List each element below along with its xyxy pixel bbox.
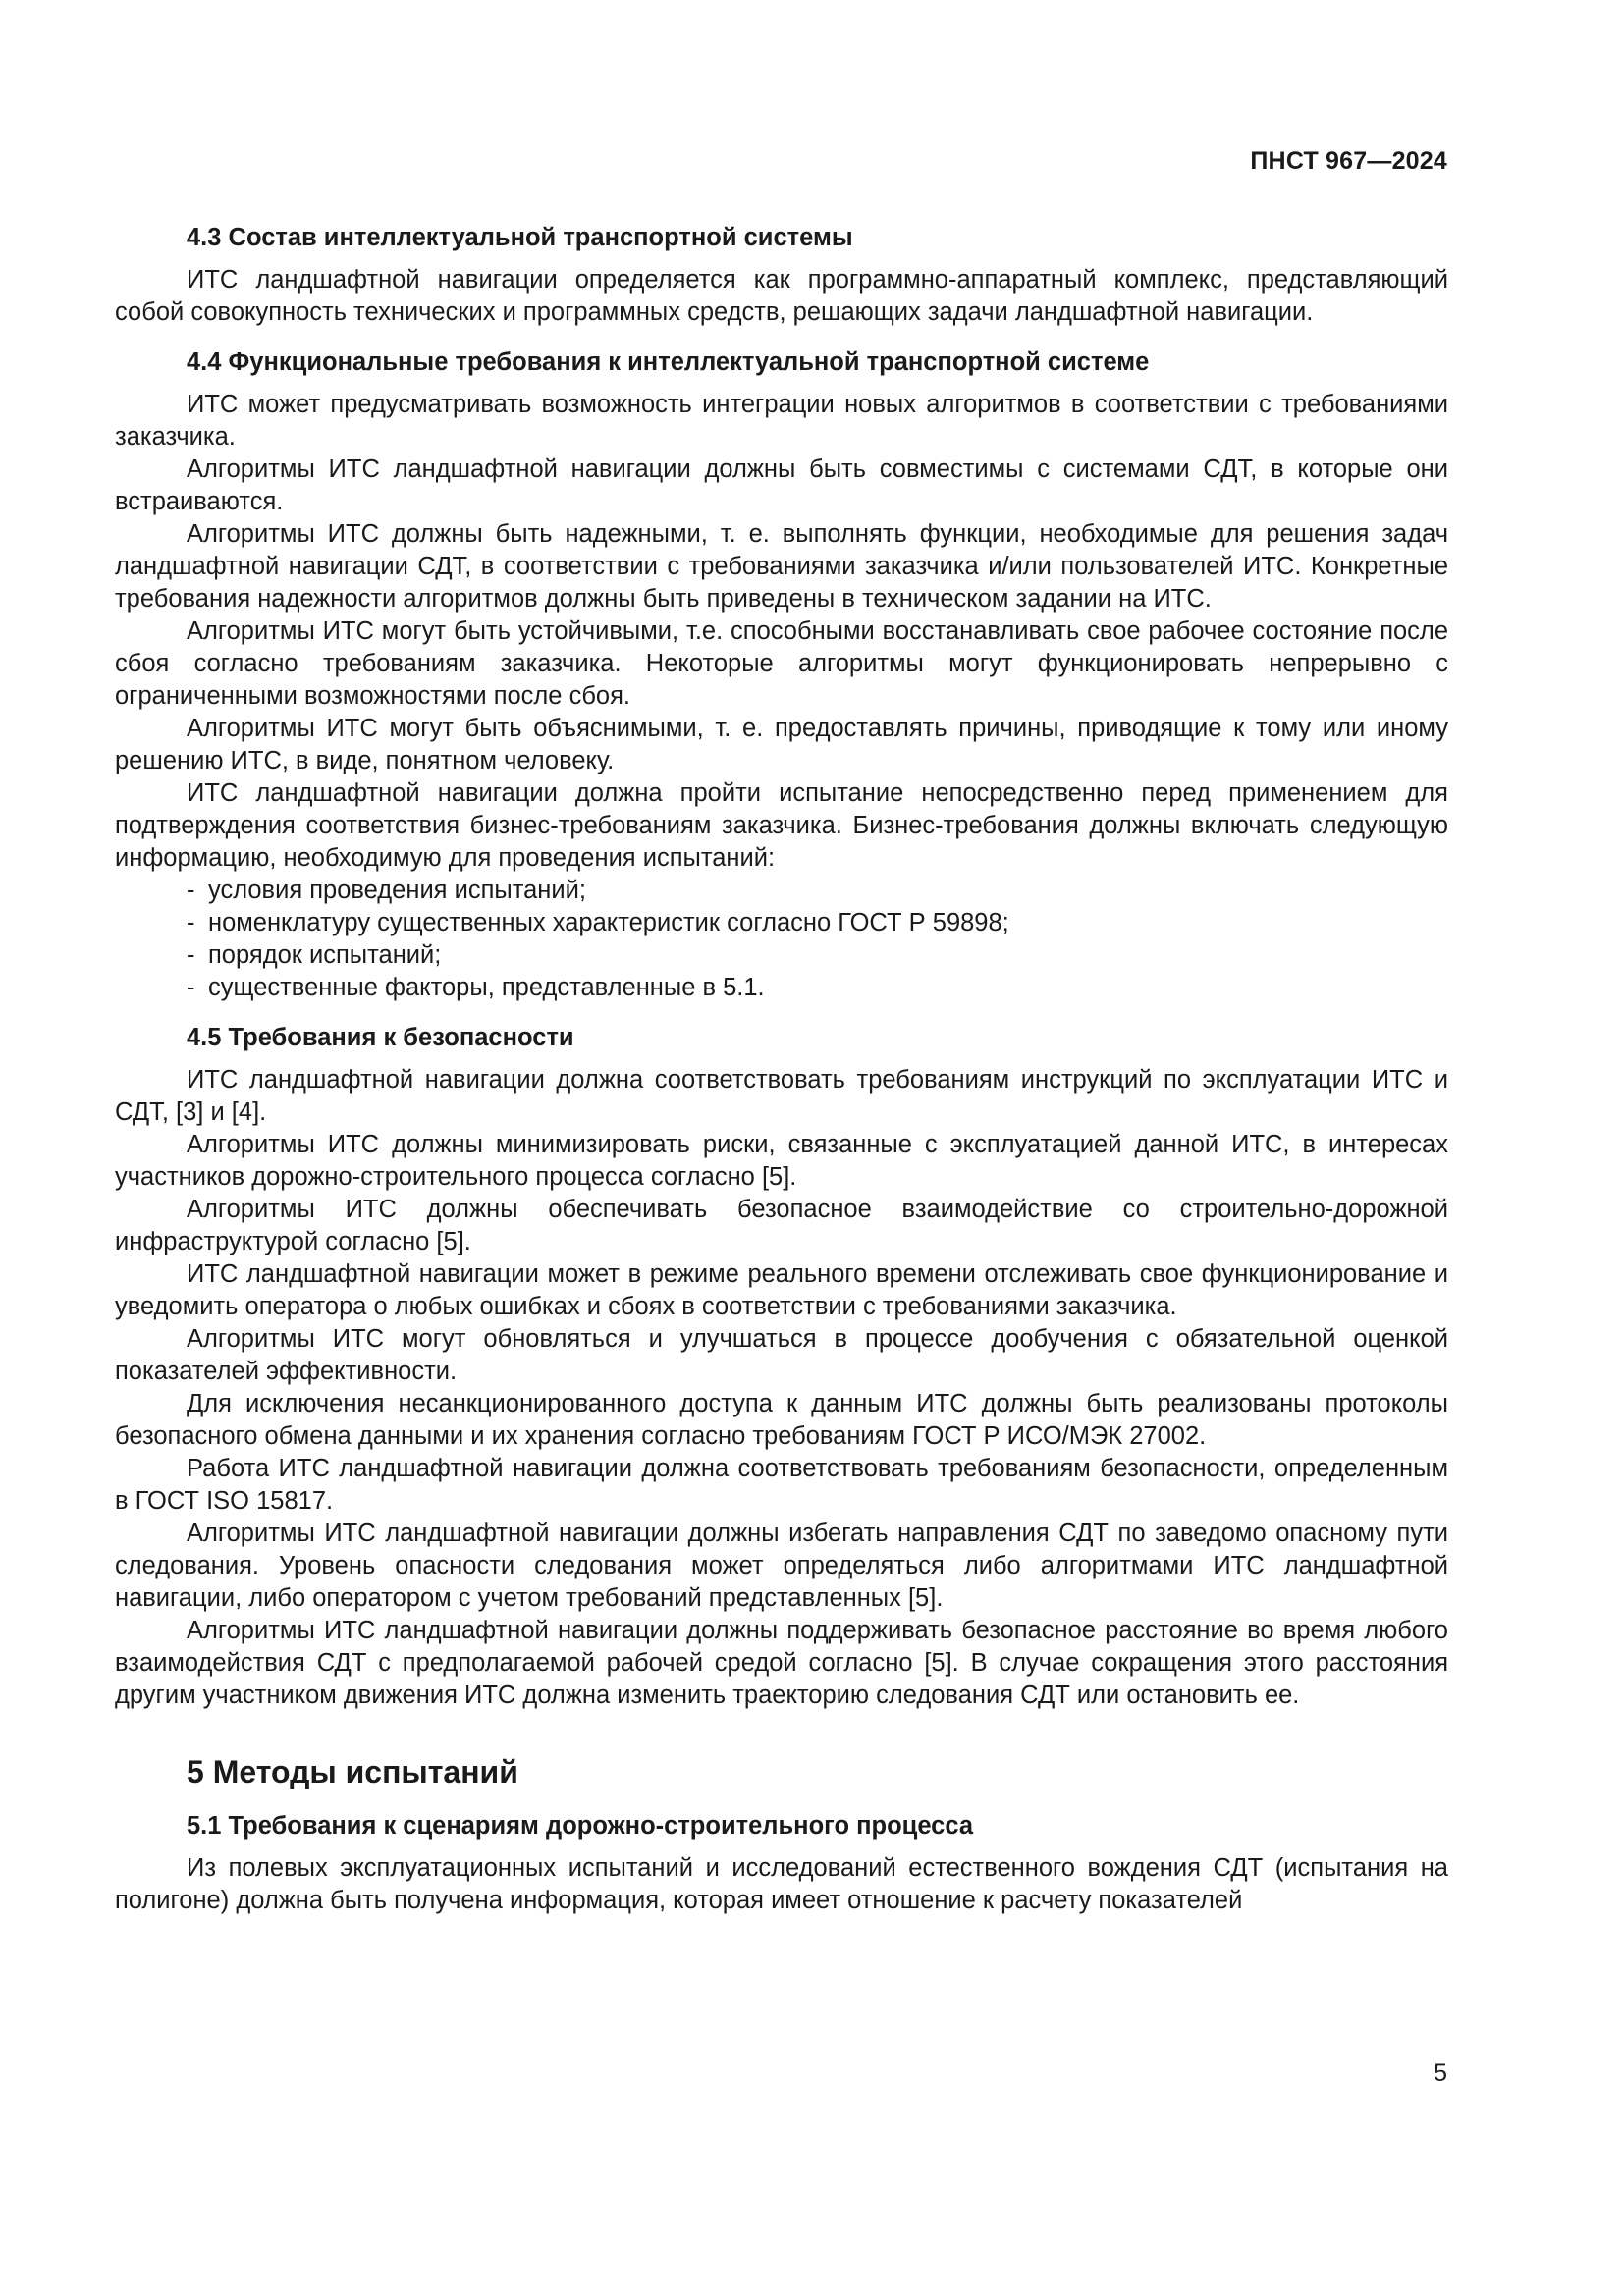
paragraph: Алгоритмы ИТС могут быть устойчивыми, т.е. способными восстанавливать свое рабочее состояние после сбоя согласно требованиям заказчика. Некоторые алгоритмы могут функционировать непрерывно с ограниченными возможностями после сбоя. (115, 617, 1448, 710)
paragraph: Алгоритмы ИТС могут обновляться и улучшаться в процессе дообучения с обязательной оценкой показателей эффективности. (115, 1325, 1448, 1385)
section-4-4-title: 4.4 Функциональные требования к интеллектуальной транспортной системе (187, 348, 1150, 376)
paragraph: ИТС может предусматривать возможность интеграции новых алгоритмов в соответствии с требованиями заказчика. (115, 391, 1448, 451)
section-4-5-title: 4.5 Требования к безопасности (187, 1024, 574, 1051)
paragraph: ИТС ландшафтной навигации определяется как программно-аппаратный комплекс, представляющий собой совокупность технических и программных средств, решающих задачи ландшафтной навигации. (115, 266, 1448, 326)
section-5-title: 5 Методы испытаний (187, 1754, 518, 1789)
list-item: - условия проведения испытаний; (187, 877, 586, 904)
list-item: - номенклатуру существенных характеристик согласно ГОСТ Р 59898; (187, 909, 1009, 936)
document-body (115, 222, 1448, 1917)
paragraph: Алгоритмы ИТС ландшафтной навигации должны избегать направления СДТ по заведомо опасному пути следования. Уровень опасности следования может определяться либо алгоритмами ИТС ландшафтной навигации, либо оператором с учетом требований представленных [5]. (115, 1520, 1448, 1612)
section-4-3-title: 4.3 Состав интеллектуальной транспортной системы (187, 224, 853, 251)
list-item: - порядок испытаний; (187, 941, 442, 969)
document-id: ПНСТ 967—2024 (1250, 147, 1447, 175)
paragraph: Алгоритмы ИТС должны быть надежными, т. е. выполнять функции, необходимые для решения задач ландшафтной навигации СДТ, в соответствии с требованиями заказчика и/или пользователей ИТС. Конкретные требования надежности алгоритмов должны быть приведены в техническом задании на ИТС. (115, 520, 1448, 613)
paragraph: Из полевых эксплуатационных испытаний и исследований естественного вождения СДТ (испытания на полигоне) должна быть получена информация, которая имеет отношение к расчету показателей (115, 1854, 1448, 1914)
paragraph: Алгоритмы ИТС должны минимизировать риски, связанные с эксплуатацией данной ИТС, в интересах участников дорожно-строительного процесса согласно [5]. (115, 1131, 1448, 1191)
paragraph: Для исключения несанкционированного доступа к данным ИТС должны быть реализованы протоколы безопасного обмена данными и их хранения согласно требованиям ГОСТ Р ИСО/МЭК 27002. (115, 1390, 1448, 1450)
paragraph: ИТС ландшафтной навигации должна соответствовать требованиям инструкций по эксплуатации ИТС и СДТ, [3] и [4]. (115, 1066, 1448, 1126)
page-number: 5 (1434, 2059, 1447, 2087)
paragraph: Алгоритмы ИТС могут быть объяснимыми, т. е. предоставлять причины, приводящие к тому или иному решению ИТС, в виде, понятном человеку. (115, 715, 1448, 774)
requirements-list (115, 875, 1448, 1004)
list-item: - существенные факторы, представленные в 5.1. (187, 974, 765, 1001)
paragraph: Алгоритмы ИТС ландшафтной навигации должны поддерживать безопасное расстояние во время любого взаимодействия СДТ с предполагаемой рабочей средой согласно [5]. В случае сокращения этого расстояния другим участником движения ИТС должна изменить траекторию следования СДТ или остановить ее. (115, 1617, 1448, 1709)
section-5-1-title: 5.1 Требования к сценариям дорожно-строительного процесса (187, 1812, 974, 1840)
paragraph: ИТС ландшафтной навигации может в режиме реального времени отслеживать свое функционирование и уведомить оператора о любых ошибках и сбоях в соответствии с требованиями заказчика. (115, 1260, 1448, 1320)
paragraph: Алгоритмы ИТС ландшафтной навигации должны быть совместимы с системами СДТ, в которые они встраиваются. (115, 455, 1448, 515)
paragraph: ИТС ландшафтной навигации должна пройти испытание непосредственно перед применением для подтверждения соответствия бизнес-требованиям заказчика. Бизнес-требования должны включать следующую информацию, необходимую для проведения испытаний: (115, 779, 1448, 872)
paragraph: Алгоритмы ИТС должны обеспечивать безопасное взаимодействие со строительно-дорожной инфраструктурой согласно [5]. (115, 1196, 1448, 1255)
paragraph: Работа ИТС ландшафтной навигации должна соответствовать требованиям безопасности, определенным в ГОСТ ISO 15817. (115, 1455, 1448, 1515)
